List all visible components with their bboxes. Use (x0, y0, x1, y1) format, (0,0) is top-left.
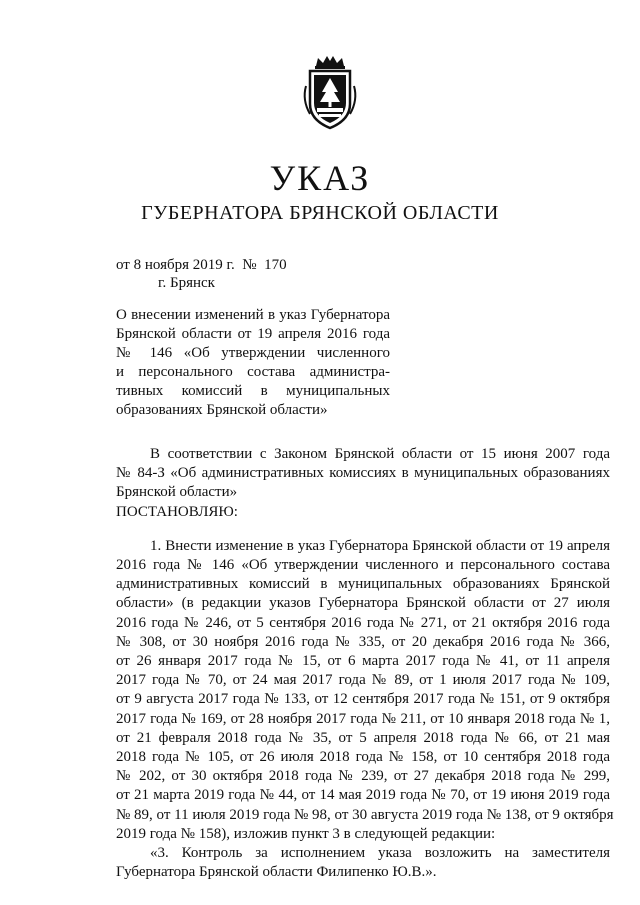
subject-line: образованиях Брянской области» (116, 402, 328, 418)
decree-date-line (116, 256, 287, 275)
decree-number: 170 (264, 257, 287, 273)
subject-line: тивных комиссий в муниципальных (116, 383, 390, 399)
item-line: 2017 года № 70, от 24 мая 2017 года № 89, от 1 июля 2017 года № 109, (116, 672, 610, 689)
item-line: 2016 года № 146 «Об утверждении численного и персонального состава (116, 557, 610, 574)
coat-of-arms-icon (300, 56, 360, 130)
document-subtitle: ГУБЕРНАТОРА БРЯНСКОЙ ОБЛАСТИ (141, 202, 499, 224)
subject-line: О внесении изменений в указ Губернатора (116, 307, 390, 323)
decree-word: ПОСТАНОВЛЯЮ: (116, 503, 238, 520)
subject-line: Брянской области от 19 апреля 2016 года (116, 326, 390, 342)
item-line: от 9 августа 2017 года № 133, от 12 сентября 2017 года № 151, от 9 октября (116, 691, 610, 708)
date-prefix: от (116, 257, 130, 273)
item-line: от 21 февраля 2018 года № 35, от 5 апреля 2018 года № 66, от 21 мая (116, 729, 610, 746)
document-title: УКАЗ (269, 158, 371, 198)
decree-body (116, 445, 614, 882)
subject-line: и персонального состава администра- (116, 364, 390, 380)
item-line: 2018 года № 105, от 26 июля 2018 года № 158, от 10 сентября 2018 года (116, 749, 610, 766)
item-line: 2017 года № 169, от 28 ноября 2017 года № 211, от 10 января 2018 года № 1, (116, 710, 610, 727)
quote-line: «3. Контроль за исполнением указа возложить на заместителя (150, 845, 610, 862)
item-line: № 308, от 30 ноября 2016 года № 335, от 20 декабря 2016 года № 366, (116, 633, 610, 650)
number-sign: № (242, 257, 257, 273)
item-line: № 202, от 30 октября 2018 года № 239, от 27 декабря 2018 года № 299, (116, 768, 610, 785)
item-line: области» (в редакции указов Губернатора Брянской области от 27 июля (116, 595, 610, 612)
preamble-line: № 84-З «Об административных комиссиях в муниципальных образованиях (116, 465, 610, 482)
preamble-line: В соответствии с Законом Брянской области от 15 июня 2007 года (150, 446, 610, 462)
item-line: от 26 января 2017 года № 15, от 6 марта 2017 года № 41, от 11 апреля (116, 653, 610, 670)
item-line: 1. Внести изменение в указ Губернатора Брянской области от 19 апреля (150, 537, 610, 554)
item-line: административных комиссий в муниципальных образованиях Брянской (116, 576, 610, 593)
preamble-line: Брянской области» (116, 484, 238, 501)
quote-line: Губернатора Брянской области Филипенко Ю.В.». (116, 864, 437, 881)
decree-subject (116, 306, 390, 420)
item-line: 2019 года № 158), изложив пункт 3 в следующей редакции: (116, 825, 496, 842)
subject-line: № 146 «Об утверждении численного (116, 345, 390, 361)
decree-city: г. Брянск (158, 275, 215, 291)
item-line: от 21 марта 2019 года № 44, от 14 мая 2019 года № 70, от 19 июня 2019 года (116, 787, 610, 804)
decree-date: 8 ноября 2019 г. (133, 257, 235, 273)
item-line: 2016 года № 246, от 5 сентября 2016 года № 271, от 21 октября 2016 года (116, 614, 610, 631)
item-line: № 89, от 11 июля 2019 года № 98, от 30 августа 2019 года № 138, от 9 октября (116, 806, 614, 823)
